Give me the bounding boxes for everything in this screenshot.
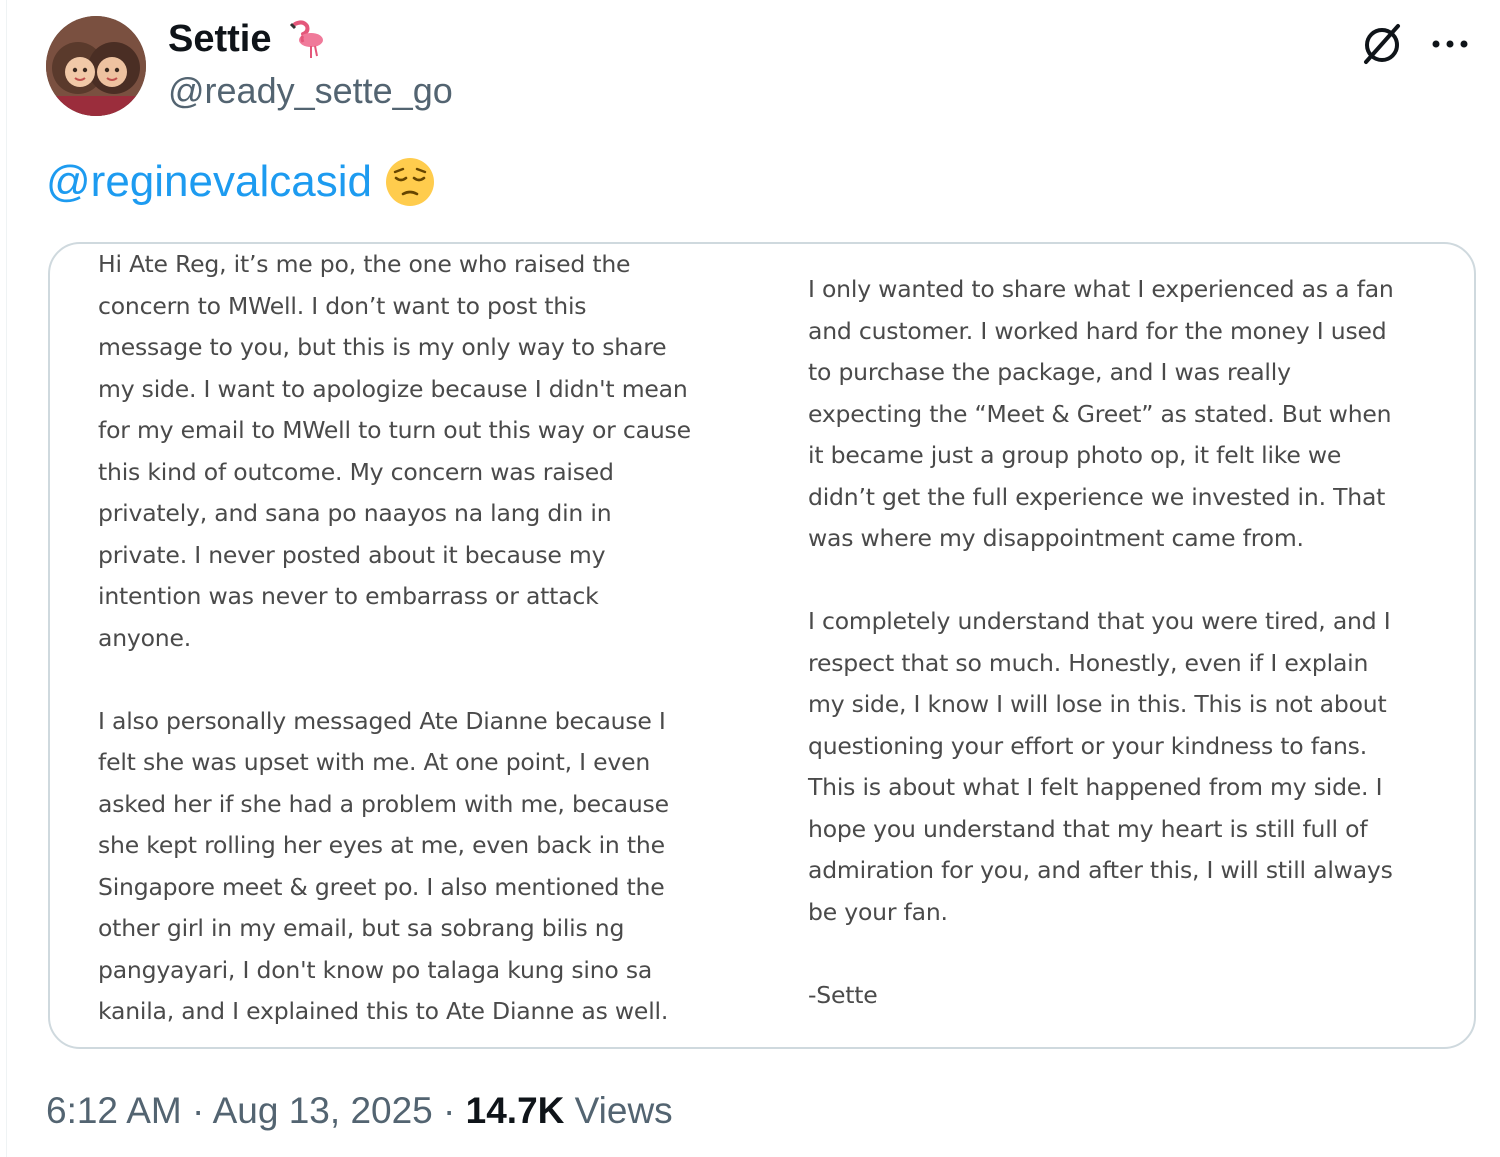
letter-line: private. I never posted about it because my: [98, 540, 606, 569]
letter-line: she kept rolling her eyes at me, even back in the: [98, 831, 665, 859]
letter-line: my side. I want to apologize because I didn't mean: [98, 374, 688, 403]
tweet-date[interactable]: Aug 13, 2025: [212, 1090, 433, 1131]
letter-line: admiration for you, and after this, I will still always: [808, 856, 1393, 884]
views-label: Views: [574, 1090, 673, 1131]
letter-line: to purchase the package, and I was really: [808, 358, 1291, 386]
letter-line: pangyayari, I don't know po talaga kung sino sa: [98, 955, 653, 984]
tweet-text: [46, 156, 436, 208]
letter-line: intention was never to embarrass or attack: [98, 582, 599, 610]
letter-line: concern to MWell. I don’t want to post this: [98, 291, 587, 320]
letter-line: respect that so much. Honestly, even if I explain: [808, 648, 1369, 677]
letter-line: privately, and sana po naayos na lang din in: [98, 499, 612, 527]
mention-link[interactable]: @reginevalcasid: [46, 157, 372, 206]
views-count: 14.7K: [465, 1090, 565, 1131]
letter-left-column: [98, 244, 691, 1033]
letter-line: This is about what I felt happened from my side. I: [808, 773, 1383, 801]
letter-line: expecting the “Meet & Greet” as stated. But when: [808, 399, 1392, 428]
letter-line: [808, 560, 1394, 602]
letter-line: [98, 659, 691, 701]
letter-line: and customer. I worked hard for the money I used: [808, 316, 1387, 345]
letter-line: other girl in my email, but sa sobrang bilis ng: [98, 914, 625, 942]
timeline-border: [6, 0, 7, 1157]
letter-line: -Sette: [808, 980, 878, 1009]
letter-line: message to you, but this is my only way to share: [98, 333, 667, 361]
letter-line: I also personally messaged Ate Dianne because I: [98, 706, 666, 735]
letter-line: this kind of outcome. My concern was raised: [98, 457, 614, 486]
letter-line: my side, I know I will lose in this. This is not about: [808, 690, 1387, 718]
letter-line: it became just a group photo op, it felt like we: [808, 441, 1342, 469]
meta-separator: ·: [181, 1090, 213, 1131]
letter-line: [808, 933, 1394, 975]
flamingo-icon: [281, 20, 329, 60]
letter-line: I completely understand that you were tired, and I: [808, 607, 1391, 635]
pensive-face-emoji: [384, 156, 436, 208]
letter-right-column: [808, 269, 1394, 1016]
display-name[interactable]: Settie: [168, 18, 272, 60]
more-options-icon[interactable]: [1428, 24, 1472, 64]
letter-line: Singapore meet & greet po. I also mentioned the: [98, 872, 665, 901]
letter-line: kanila, and I explained this to Ate Dianne as well.: [98, 997, 669, 1025]
letter-line: didn’t get the full experience we invested in. That: [808, 482, 1386, 511]
letter-line: Hi Ate Reg, it’s me po, the one who raised the: [98, 250, 631, 278]
tweet-meta: [46, 1090, 673, 1132]
letter-line: anyone.: [98, 623, 192, 652]
letter-line: for my email to MWell to turn out this way or cause: [98, 416, 691, 444]
letter-line: questioning your effort or your kindness to fans.: [808, 731, 1367, 760]
tweet-time[interactable]: 6:12 AM: [46, 1090, 182, 1131]
avatar[interactable]: [46, 16, 146, 116]
letter-line: felt she was upset with me. At one point, I even: [98, 748, 651, 776]
meta-separator: ·: [432, 1090, 466, 1131]
grok-icon[interactable]: [1358, 20, 1406, 68]
letter-line: hope you understand that my heart is still full of: [808, 814, 1368, 843]
letter-line: I only wanted to share what I experienced as a fan: [808, 275, 1394, 303]
letter-line: was where my disappointment came from.: [808, 524, 1304, 552]
author-name-row[interactable]: [168, 18, 329, 61]
author-handle[interactable]: @ready_sette_go: [168, 70, 453, 111]
letter-line: be your fan.: [808, 897, 948, 926]
attached-image[interactable]: [48, 242, 1476, 1049]
letter-line: asked her if she had a problem with me, because: [98, 789, 669, 818]
